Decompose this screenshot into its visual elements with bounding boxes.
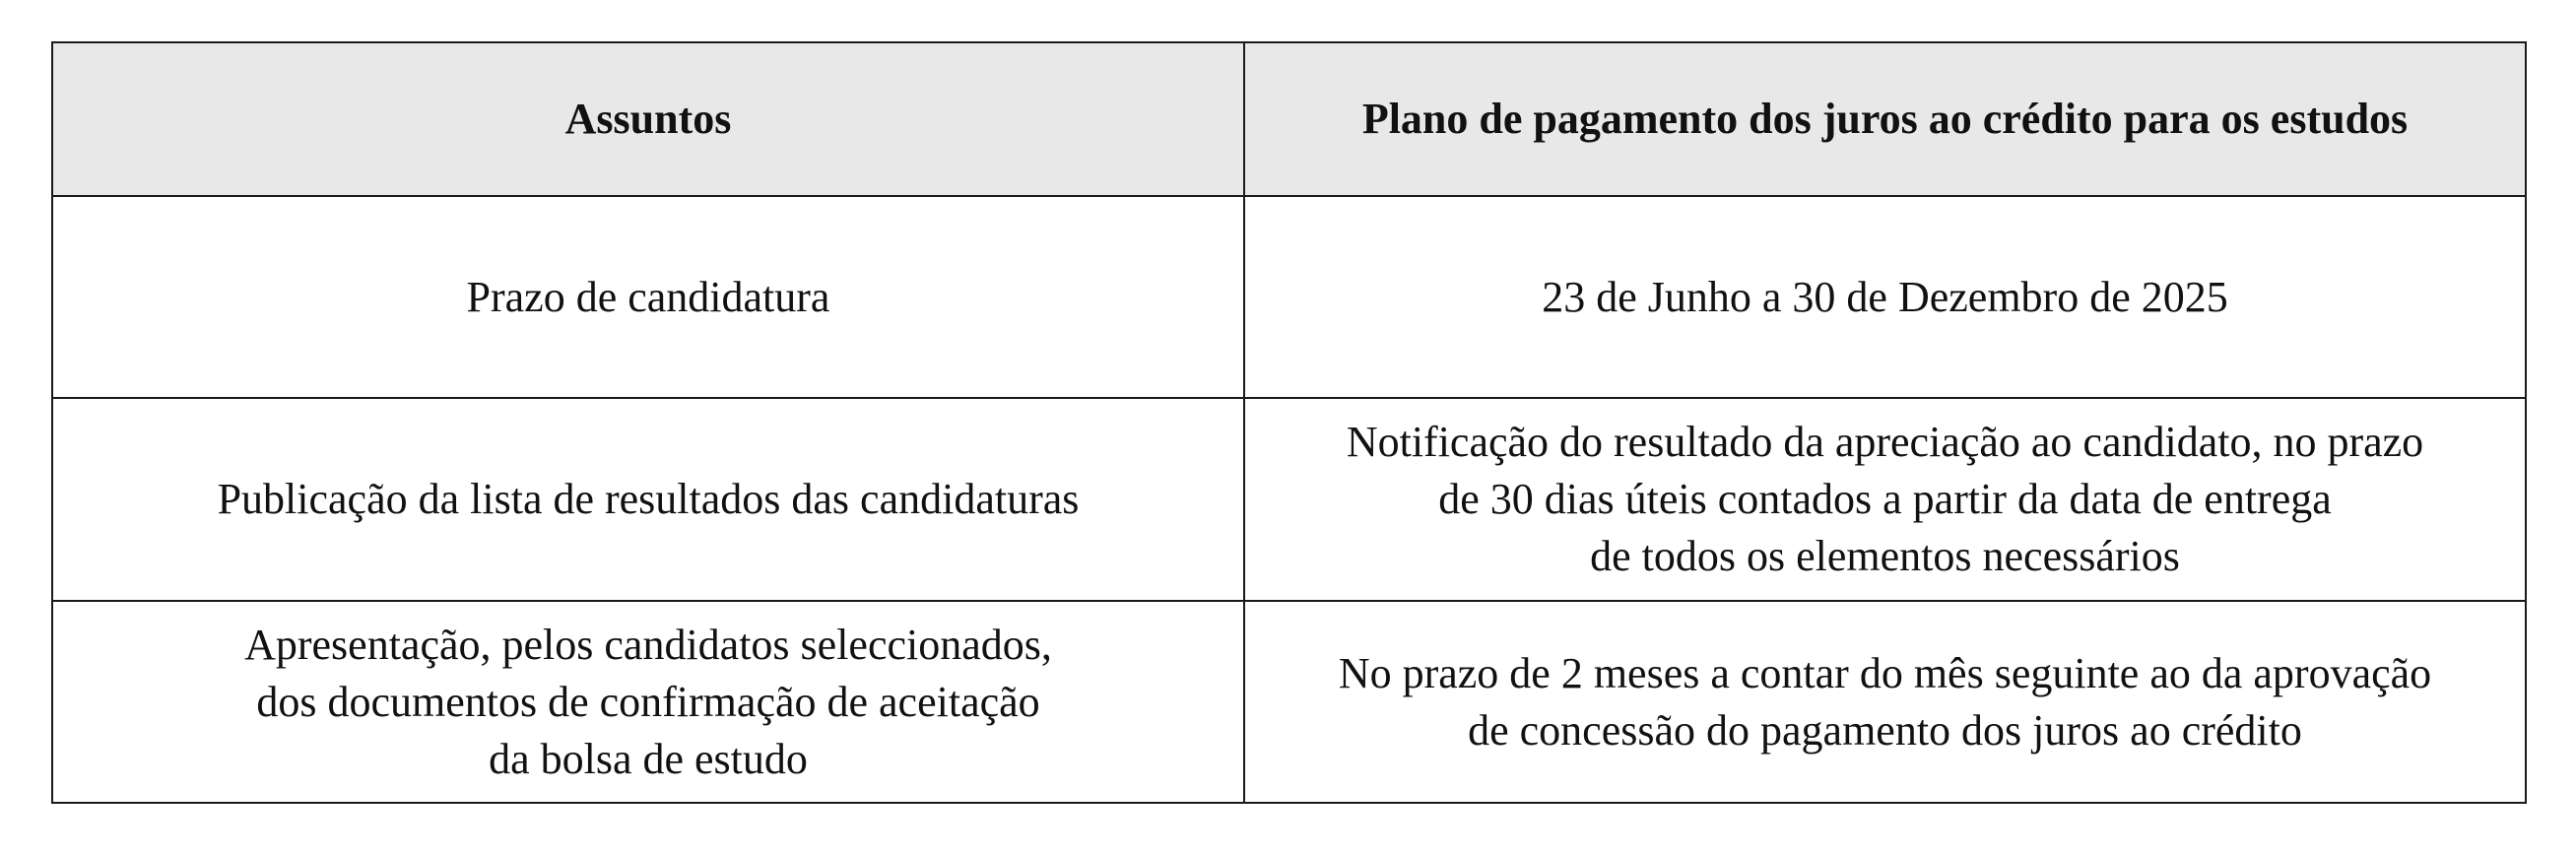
detail-text: 23 de Junho a 30 de Dezembro de 2025 — [1542, 272, 2228, 321]
header-subjects: Assuntos — [52, 42, 1244, 196]
schedule-table-container — [51, 41, 2525, 804]
subject-cell — [52, 398, 1244, 601]
detail-cell — [1244, 196, 2526, 398]
table-row — [52, 601, 2526, 803]
detail-cell — [1244, 398, 2526, 601]
subject-cell — [52, 196, 1244, 398]
subject-text: Apresentação, pelos candidatos seleccionados, dos documentos de confirmação de aceitação da bolsa de estudo — [244, 620, 1052, 783]
subject-text: Publicação da lista de resultados das candidaturas — [217, 475, 1080, 523]
detail-text: No prazo de 2 meses a contar do mês seguinte ao da aprovação de concessão do pagamento dos juros ao crédito — [1338, 648, 2432, 755]
table-row — [52, 196, 2526, 398]
detail-cell — [1244, 601, 2526, 803]
table-header-row — [52, 42, 2526, 196]
detail-text: Notificação do resultado da apreciação ao candidato, no prazo de 30 dias úteis contados a partir da data de entrega de todos os elementos necessários — [1346, 418, 2424, 580]
header-payment-plan: Plano de pagamento dos juros ao crédito para os estudos — [1244, 42, 2526, 196]
subject-cell — [52, 601, 1244, 803]
table-row — [52, 398, 2526, 601]
subject-text: Prazo de candidatura — [466, 272, 830, 321]
schedule-table — [51, 41, 2527, 804]
